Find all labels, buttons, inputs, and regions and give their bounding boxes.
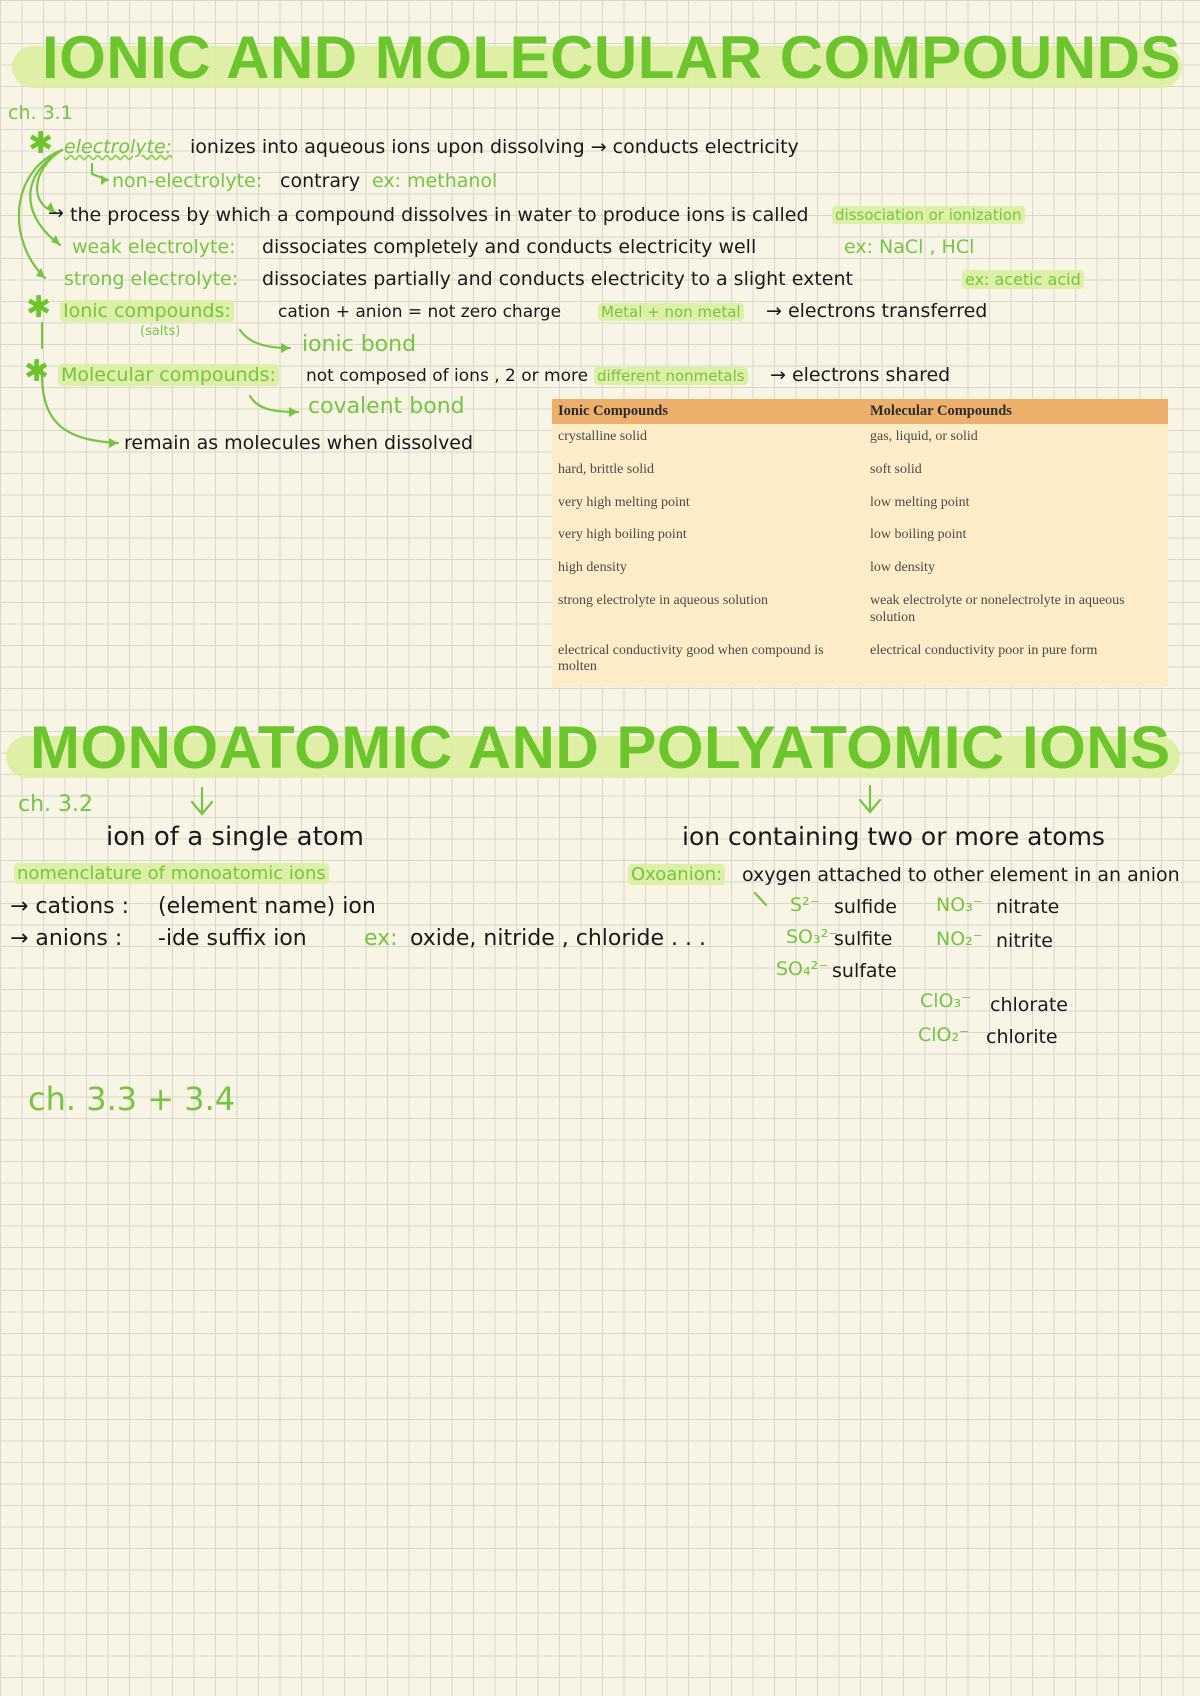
table-cell: hard, brittle solid [558,461,655,477]
ionic-metal-nonmetal: Metal + non metal [598,303,744,321]
chapter-label: ch. 3.2 [18,792,94,817]
molecular-compounds-term: Molecular compounds: [58,364,279,386]
weak-electrolyte-term: weak electrolyte: [72,236,236,258]
ion-formula: NO₃⁻ [936,894,983,916]
cations-label: → cations : [10,894,130,919]
salts-note: (salts) [140,324,181,339]
dissociation-arrow: → [48,202,64,224]
table-cell: very high melting point [558,494,690,510]
table-row [552,588,1168,638]
ionic-compounds-term: Ionic compounds: [60,300,234,322]
table-header-molecular: Molecular Compounds [864,399,1168,424]
table-cell: high density [558,560,627,576]
section-title-monoatomic-polyatomic: MONOATOMIC AND POLYATOMIC IONS [30,714,1171,781]
strong-electrolyte-term: strong electrolyte: [64,268,239,290]
oxoanion-definition: oxygen attached to other element in an anion [742,864,1180,886]
ion-formula: SO₃²⁻ [786,926,839,948]
strong-electrolyte-example: ex: acetic acid [962,270,1084,289]
polyatomic-description: ion containing two or more atoms [682,822,1105,851]
ionic-vs-molecular-table [552,399,1168,687]
ion-formula: NO₂⁻ [936,928,983,950]
table-cell: electrical conductivity poor in pure form [870,642,1098,658]
ionic-compounds-result: → electrons transferred [766,300,988,322]
molecular-nonmetals: different nonmetals [594,367,748,385]
nonelectrolyte-example: ex: methanol [372,170,498,192]
table-row [552,424,1168,457]
electrolyte-definition: ionizes into aqueous ions upon dissolving → conducts electricity [190,136,799,158]
ion-formula: ClO₃⁻ [920,990,972,1012]
bullet-star-icon: ✱ [26,290,52,325]
anions-example-label: ex: [364,926,398,951]
table-cell: electrical conductivity good when compound is molten [558,642,824,675]
chapter-label: ch. 3.1 [8,102,73,124]
oxoanion-term: Oxoanion: [628,864,725,885]
molecular-compounds-result: → electrons shared [770,364,951,386]
chapter-label: ch. 3.3 + 3.4 [28,1080,236,1118]
table-cell: low density [870,560,935,576]
table-row [552,638,1168,688]
ionic-compounds-definition: cation + anion = not zero charge [278,302,562,322]
table-cell: low melting point [870,494,970,510]
section-title-ionic-molecular: IONIC AND MOLECULAR COMPOUNDS [42,24,1181,91]
nonelectrolyte-definition: contrary [280,170,361,192]
table-row [552,522,1168,555]
anions-label: → anions : [10,926,123,951]
nonelectrolyte-term: non-electrolyte: [112,170,263,192]
ion-name: sulfite [834,928,893,950]
ion-name: nitrite [996,930,1053,952]
table-cell: gas, liquid, or solid [870,429,978,444]
anions-definition: -ide suffix ion [158,926,307,951]
ionic-bond-label: ionic bond [302,332,417,357]
table-row [552,457,1168,490]
remain-molecules-note: remain as molecules when dissolved [124,432,474,454]
ion-name: nitrate [996,896,1060,918]
ion-name: sulfide [834,896,897,918]
nomenclature-heading: nomenclature of monoatomic ions [14,863,329,884]
electrolyte-term: electrolyte: [64,136,173,158]
table-header-ionic: Ionic Compounds [552,399,864,424]
ion-name: chlorite [986,1026,1058,1048]
strong-electrolyte-definition: dissociates partially and conducts electricity to a slight extent [262,268,853,290]
ion-formula: ClO₂⁻ [918,1024,970,1046]
table-row [552,555,1168,588]
ion-formula: S²⁻ [790,894,820,916]
weak-electrolyte-example: ex: NaCl , HCl [844,236,975,258]
bullet-star-icon: ✱ [24,354,50,389]
table-cell: strong electrolyte in aqueous solution [558,592,768,608]
bullet-star-icon: ✱ [28,126,54,161]
dissociation-term: dissociation or ionization [832,206,1025,224]
anions-example: oxide, nitride , chloride . . . [410,926,706,951]
weak-electrolyte-definition: dissociates completely and conducts electricity well [262,236,757,258]
table-header-row [552,399,1168,424]
table-cell: crystalline solid [558,429,648,444]
table-row [552,490,1168,523]
ion-formula: SO₄²⁻ [776,958,829,980]
table-cell: very high boiling point [558,527,687,543]
dissociation-text: the process by which a compound dissolves in water to produce ions is called [70,204,809,226]
cations-definition: (element name) ion [158,894,376,919]
table-cell: soft solid [870,461,922,477]
table-cell: weak electrolyte or nonelectrolyte in aqueous solution [870,592,1125,625]
table-cell: low boiling point [870,527,967,543]
covalent-bond-label: covalent bond [308,394,465,419]
molecular-compounds-definition: not composed of ions , 2 or more [306,366,589,386]
ion-name: sulfate [832,960,897,982]
ion-name: chlorate [990,994,1068,1016]
monoatomic-description: ion of a single atom [106,822,364,852]
